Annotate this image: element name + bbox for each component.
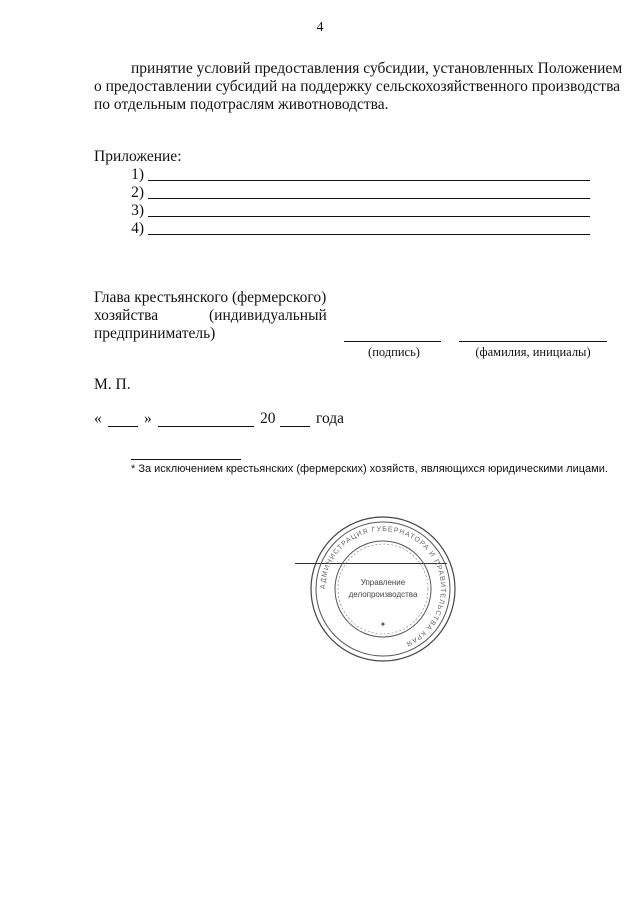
stamp-place-label: М. П. [94, 376, 131, 393]
page-number: 4 [316, 20, 324, 35]
appendix-item-number: 4) [131, 220, 144, 237]
seal-star-icon: ✦ [379, 620, 387, 629]
appendix-item-line [148, 180, 590, 181]
signature-title-line-2-right: (индивидуальный [209, 307, 327, 324]
signature-title-line-3: предприниматель) [94, 325, 216, 342]
appendix-item-line [148, 234, 590, 235]
seal-center-line-1: Управление [360, 578, 406, 587]
official-seal [309, 515, 457, 663]
appendix-item-line [148, 216, 590, 217]
body-text-line-3: по отдельным подотраслям животноводства. [94, 96, 389, 113]
footnote-rule [131, 459, 241, 460]
appendix-item-number: 3) [131, 202, 144, 219]
appendix-item-2 [94, 184, 590, 202]
appendix-item-4 [94, 220, 590, 238]
year-blank [280, 426, 310, 427]
day-blank [108, 426, 138, 427]
seal-ring-text: АДМИНИСТРАЦИЯ ГУБЕРНАТОРА И ПРАВИТЕЛЬСТВА КРАЯ [319, 525, 447, 648]
appendix-item-number: 2) [131, 184, 144, 201]
body-text-line-2: о предоставлении субсидий на поддержку сельскохозяйственного производства [94, 78, 621, 95]
appendix-item-1 [94, 166, 590, 184]
appendix-item-number: 1) [131, 166, 144, 183]
signature-label: (подпись) [368, 345, 420, 359]
signature-line [344, 341, 441, 342]
footnote: * За исключением крестьянских (фермерских) хозяйств, являющихся юридическими лицами. [131, 463, 608, 475]
signature-title-line-1: Глава крестьянского (фермерского) [94, 289, 327, 306]
name-label: (фамилия, инициалы) [475, 345, 591, 359]
appendix-item-3 [94, 202, 590, 220]
body-text-line-1: принятие условий предоставления субсидии, установленных Положением [131, 60, 623, 77]
date-open-quote: « [94, 410, 102, 427]
appendix-item-line [148, 198, 590, 199]
appendix-title: Приложение: [94, 148, 182, 165]
seal-center-line-2: делопроизводства [348, 590, 418, 599]
month-blank [158, 426, 254, 427]
year-suffix: года [316, 410, 345, 427]
year-prefix: 20 [260, 410, 276, 427]
signature-title-line-2-left: хозяйства [94, 307, 159, 324]
date-close-quote: » [144, 410, 152, 427]
name-line [459, 341, 607, 342]
